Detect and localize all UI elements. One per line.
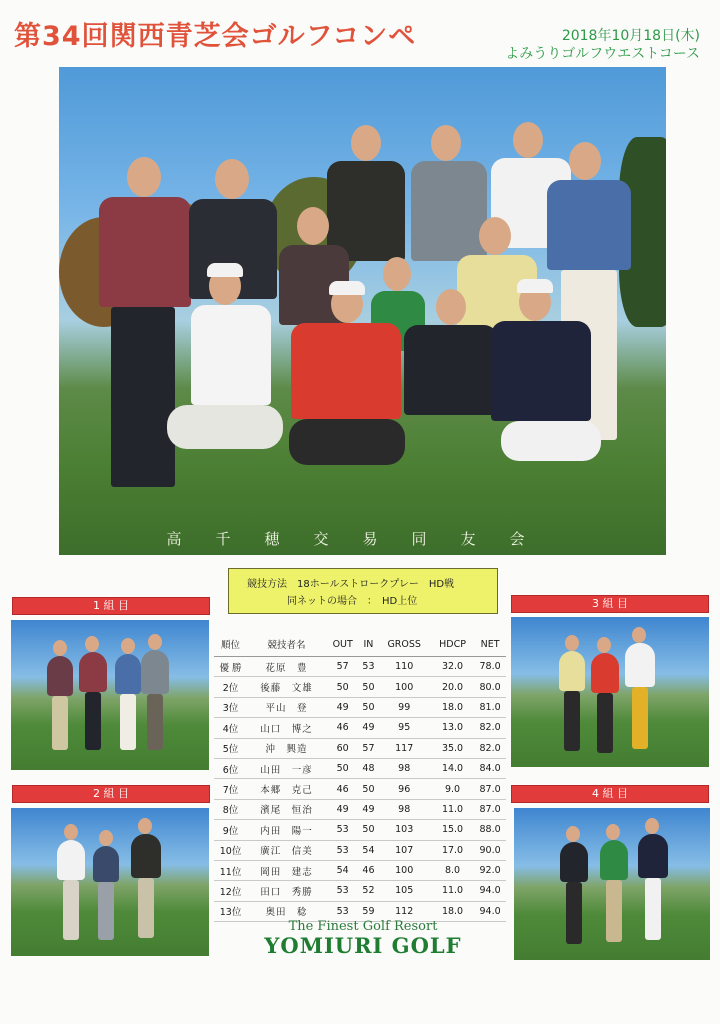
cell-hdcp: 18.0 — [431, 697, 474, 717]
cell-name: 内田 陽一 — [247, 820, 326, 840]
cell-hdcp: 11.0 — [431, 881, 474, 901]
cell-hdcp: 11.0 — [431, 799, 474, 819]
cell-gross: 107 — [378, 840, 431, 860]
group-4-photo — [514, 808, 710, 960]
table-row — [214, 860, 506, 880]
cell-hdcp: 9.0 — [431, 779, 474, 799]
cell-in: 52 — [359, 881, 377, 901]
cell-name: 廣江 信美 — [247, 840, 326, 860]
table-row — [214, 881, 506, 901]
cell-hdcp: 20.0 — [431, 677, 474, 697]
cell-gross: 96 — [378, 779, 431, 799]
table-row — [214, 657, 506, 677]
cell-in: 49 — [359, 718, 377, 738]
cell-gross: 105 — [378, 881, 431, 901]
table-row — [214, 799, 506, 819]
cell-gross: 112 — [378, 901, 431, 921]
group-3-label: 3 組 目 — [511, 595, 709, 613]
cell-gross: 100 — [378, 677, 431, 697]
cell-name: 田口 秀勝 — [247, 881, 326, 901]
cell-rank: 2位 — [214, 677, 247, 697]
cell-out: 49 — [326, 799, 359, 819]
cell-net: 81.0 — [474, 697, 506, 717]
cell-hdcp: 13.0 — [431, 718, 474, 738]
cell-rank: 8位 — [214, 799, 247, 819]
cell-in: 57 — [359, 738, 377, 758]
cell-rank: 優 勝 — [214, 657, 247, 677]
cell-rank: 3位 — [214, 697, 247, 717]
cell-rank: 9位 — [214, 820, 247, 840]
cell-hdcp: 17.0 — [431, 840, 474, 860]
col-header-gross: GROSS — [378, 632, 431, 657]
table-row — [214, 840, 506, 860]
cell-name: 花原 豊 — [247, 657, 326, 677]
cell-net: 82.0 — [474, 718, 506, 738]
resort-tagline: The Finest Golf Resort — [288, 919, 438, 934]
competition-method-box — [228, 568, 498, 614]
cell-hdcp: 8.0 — [431, 860, 474, 880]
cell-hdcp: 18.0 — [431, 901, 474, 921]
table-header-row — [214, 632, 506, 657]
cell-rank: 13位 — [214, 901, 247, 921]
cell-out: 53 — [326, 820, 359, 840]
cell-name: 山口 博之 — [247, 718, 326, 738]
group-photo — [59, 67, 666, 555]
cell-rank: 10位 — [214, 840, 247, 860]
table-row — [214, 738, 506, 758]
cell-gross: 100 — [378, 860, 431, 880]
cell-name: 後藤 文雄 — [247, 677, 326, 697]
cell-in: 50 — [359, 697, 377, 717]
table-row — [214, 820, 506, 840]
cell-rank: 5位 — [214, 738, 247, 758]
cell-rank: 6位 — [214, 758, 247, 778]
cell-net: 87.0 — [474, 799, 506, 819]
cell-name: 濱尾 恒治 — [247, 799, 326, 819]
cell-out: 53 — [326, 901, 359, 921]
cell-in: 46 — [359, 860, 377, 880]
cell-name: 沖 興造 — [247, 738, 326, 758]
cell-net: 94.0 — [474, 901, 506, 921]
cell-gross: 98 — [378, 758, 431, 778]
table-row — [214, 677, 506, 697]
event-date: 2018年10月18日(木) — [561, 28, 700, 44]
photo-caption: 高千穂交易同友会 — [166, 530, 559, 548]
cell-net: 78.0 — [474, 657, 506, 677]
group-3-photo — [511, 617, 709, 767]
group-1-label: 1 組 目 — [12, 597, 210, 615]
cell-net: 80.0 — [474, 677, 506, 697]
group-1-photo — [11, 620, 209, 770]
cell-net: 92.0 — [474, 860, 506, 880]
group-2-photo — [11, 808, 209, 956]
cell-net: 82.0 — [474, 738, 506, 758]
cell-gross: 99 — [378, 697, 431, 717]
results-body — [214, 657, 506, 922]
cell-gross: 98 — [378, 799, 431, 819]
cell-in: 48 — [359, 758, 377, 778]
cell-out: 57 — [326, 657, 359, 677]
cell-out: 53 — [326, 840, 359, 860]
cell-out: 46 — [326, 779, 359, 799]
table-row — [214, 718, 506, 738]
cell-in: 59 — [359, 901, 377, 921]
table-row — [214, 697, 506, 717]
cell-out: 50 — [326, 758, 359, 778]
cell-out: 60 — [326, 738, 359, 758]
cell-net: 94.0 — [474, 881, 506, 901]
cell-name: 山田 一彦 — [247, 758, 326, 778]
cell-hdcp: 14.0 — [431, 758, 474, 778]
col-header-net: NET — [474, 632, 506, 657]
cell-gross: 95 — [378, 718, 431, 738]
col-header-name: 競技者名 — [247, 632, 326, 657]
cell-rank: 7位 — [214, 779, 247, 799]
table-row — [214, 779, 506, 799]
cell-net: 88.0 — [474, 820, 506, 840]
results-table — [214, 632, 506, 922]
cell-in: 49 — [359, 799, 377, 819]
col-header-hdcp: HDCP — [431, 632, 474, 657]
cell-in: 50 — [359, 820, 377, 840]
col-header-rank: 順位 — [214, 632, 247, 657]
cell-net: 90.0 — [474, 840, 506, 860]
cell-rank: 4位 — [214, 718, 247, 738]
cell-in: 53 — [359, 657, 377, 677]
col-header-out: OUT — [326, 632, 359, 657]
method-line-1: 競技方法 18ホールストロークプレー HD戦 — [247, 579, 455, 590]
resort-brand: YOMIURI GOLF — [264, 933, 462, 958]
cell-out: 54 — [326, 860, 359, 880]
cell-name: 岡田 建志 — [247, 860, 326, 880]
col-header-in: IN — [359, 632, 377, 657]
page-title: 第34回関西青芝会ゴルフコンペ — [14, 21, 417, 52]
cell-out: 53 — [326, 881, 359, 901]
cell-name: 本郷 克己 — [247, 779, 326, 799]
cell-gross: 117 — [378, 738, 431, 758]
cell-rank: 12位 — [214, 881, 247, 901]
cell-gross: 110 — [378, 657, 431, 677]
cell-net: 84.0 — [474, 758, 506, 778]
cell-hdcp: 35.0 — [431, 738, 474, 758]
cell-rank: 11位 — [214, 860, 247, 880]
event-venue: よみうりゴルフウエストコース — [505, 46, 700, 62]
cell-out: 50 — [326, 677, 359, 697]
table-row — [214, 758, 506, 778]
cell-name: 奥田 稔 — [247, 901, 326, 921]
cell-hdcp: 15.0 — [431, 820, 474, 840]
cell-in: 50 — [359, 677, 377, 697]
cell-hdcp: 32.0 — [431, 657, 474, 677]
cell-net: 87.0 — [474, 779, 506, 799]
cell-gross: 103 — [378, 820, 431, 840]
cell-out: 46 — [326, 718, 359, 738]
cell-in: 54 — [359, 840, 377, 860]
method-line-2: 同ネットの場合 ： HD上位 — [287, 596, 418, 607]
cell-out: 49 — [326, 697, 359, 717]
cell-name: 平山 登 — [247, 697, 326, 717]
cell-in: 50 — [359, 779, 377, 799]
group-2-label: 2 組 目 — [12, 785, 210, 803]
group-4-label: 4 組 目 — [511, 785, 709, 803]
